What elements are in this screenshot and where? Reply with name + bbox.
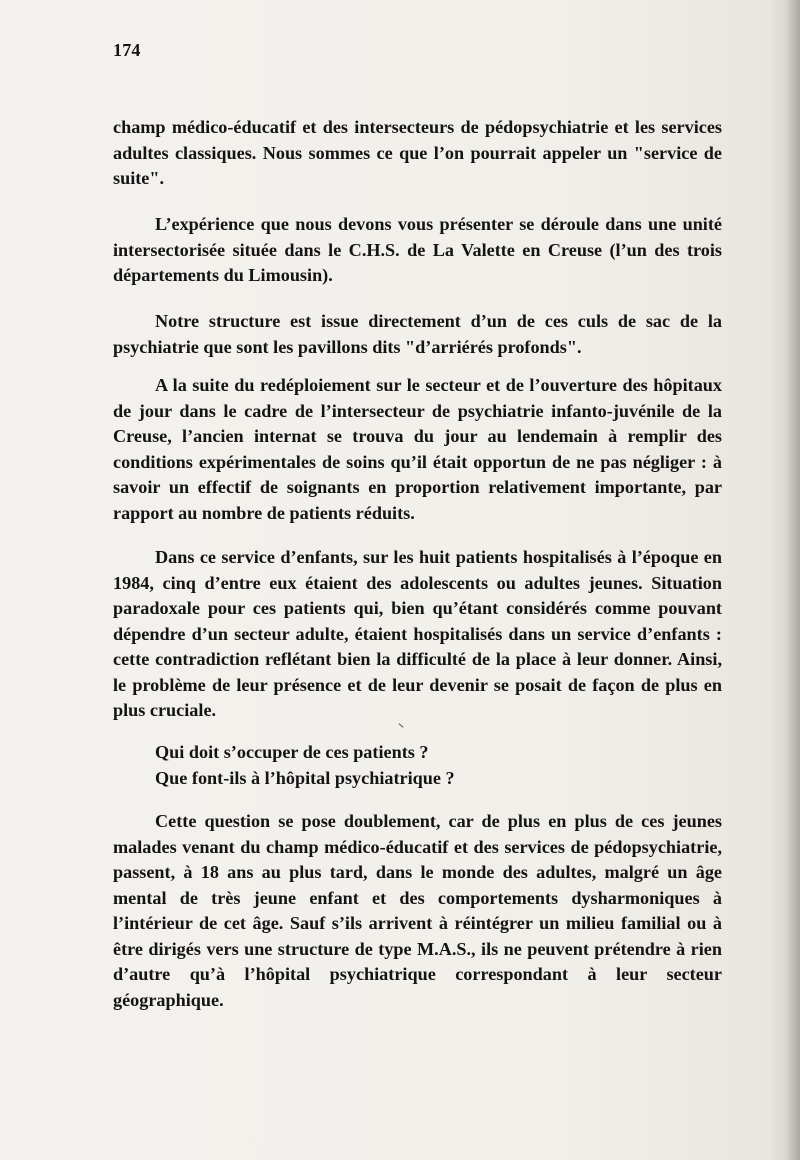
paragraph-service-de-suite: champ médico-éducatif et des intersecteurs de pédopsychiatrie et les services adultes classiques. Nous sommes ce que l’on pourrait appeler un "service de suite". [113,117,722,188]
page-number: 174 [113,40,141,60]
stray-mark [398,723,403,728]
paragraph-question-doublement: Cette question se pose doublement, car de plus en plus de ces jeunes malades venant du champ médico-éducatif et des services de pédopsychiatrie, passent, à 18 ans au plus tard, dans le monde des adultes, malgré un âge mental de très jeune enfant et des comportements dysharmoniques à l’intérieur de cet âge. Sauf s’ils arrivent à réintégrer un milieu familial ou à être dirigés vers une structure de type M.A.S., ils ne peuvent prétendre à rien d’autre qu’à l’hôpital psychiatrique correspondant à leur secteur géographique. [113,811,722,1010]
paragraph-structure: Notre structure est issue directement d’un de ces culs de sac de la psychiatrie que sont les pavillons dits "d’arriérés profonds". [113,311,722,357]
paragraph-service-enfants: Dans ce service d’enfants, sur les huit patients hospitalisés à l’époque en 1984, cinq d’entre eux étaient des adolescents ou adultes jeunes. Situation paradoxale pour ces patients qui, bien qu’étant considérés comme pouvant dépendre d’un secteur adulte, étaient hospitalisés dans un service d’enfants : cette contradiction reflétant bien la difficulté de la place à leur donner. Ainsi, le problème de leur présence et de leur devenir se posait de façon de plus en plus cruciale. [113,547,722,720]
question-que: Que font-ils à l’hôpital psychiatrique ? [155,768,455,788]
question-qui: Qui doit s’occuper de ces patients ? [155,742,429,762]
binding-shadow [786,0,800,1160]
paragraph-experience: L’expérience que nous devons vous présenter se déroule dans une unité intersectorisée située dans le C.H.S. de La Valette en Creuse (l’un des trois départements du Limousin). [113,214,722,285]
paragraph-redeploiement: A la suite du redéploiement sur le secteur et de l’ouverture des hôpitaux de jour dans le cadre de l’intersecteur de psychiatrie infanto-juvénile de la Creuse, l’ancien internat se trouva du jour au lendemain à remplir des conditions expérimentales de soins qu’il était opportun de ne pas négliger : à savoir un effectif de soignants en proportion relativement importante, par rapport au nombre de patients réduits. [113,375,722,523]
